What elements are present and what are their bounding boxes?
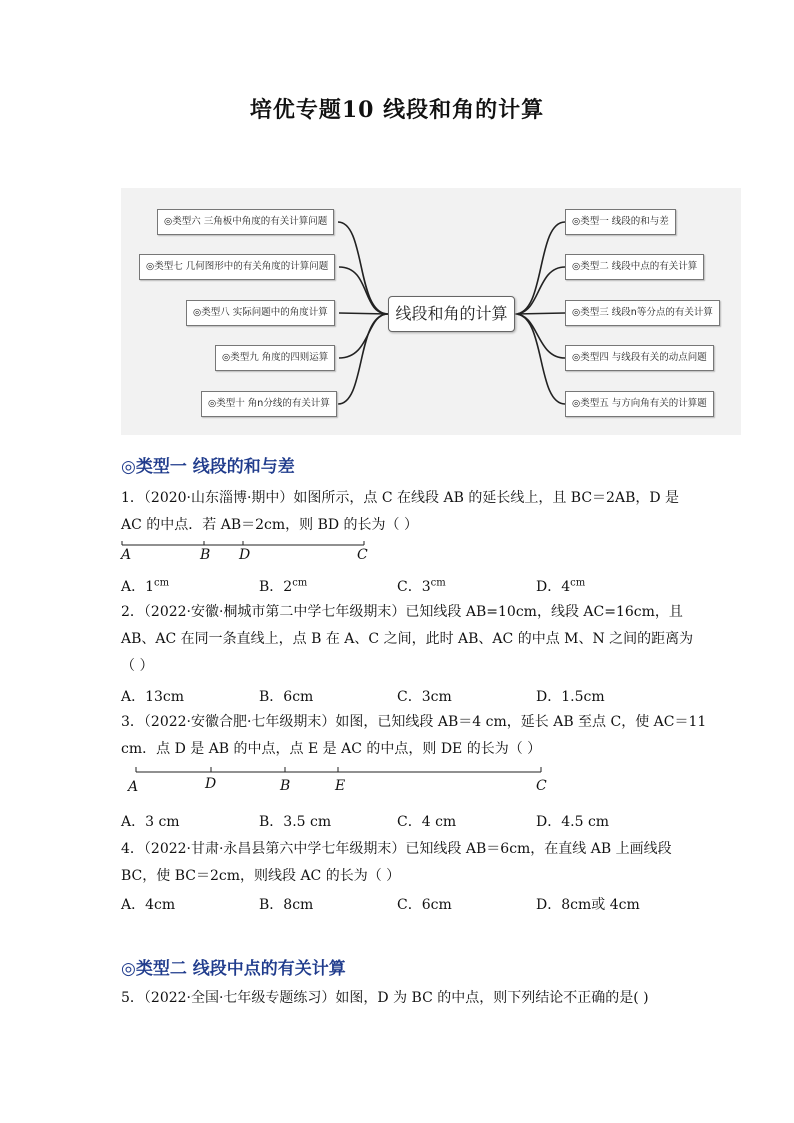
q4-option-d[interactable]: D．8cm或 4cm bbox=[536, 897, 640, 913]
mindmap-node-type9: ◎类型九 角度的四则运算 bbox=[215, 345, 335, 371]
mind-map bbox=[121, 188, 741, 435]
q3-point-a: A bbox=[128, 779, 139, 795]
q2-option-b[interactable]: B．6cm bbox=[259, 689, 314, 705]
mindmap-node-type1: ◎类型一 线段的和与差 bbox=[565, 209, 676, 235]
q1-option-b-unit: cm bbox=[292, 577, 308, 589]
q2-option-c[interactable]: C．3cm bbox=[397, 689, 452, 705]
mindmap-node-type8: ◎类型八 实际问题中的角度计算 bbox=[186, 300, 335, 326]
q3-option-c[interactable]: C．4 cm bbox=[397, 814, 457, 830]
q1-point-c: C bbox=[357, 547, 368, 563]
question-2-line-2: AB、AC 在同一条直线上，点 B 在 A、C 之间，此时 AB、AC 的中点 M、N 之间的距离为 bbox=[121, 631, 694, 647]
q4-option-c[interactable]: C．6cm bbox=[397, 897, 452, 913]
q1-option-a[interactable] bbox=[121, 576, 169, 596]
question-2-line-3: （ ） bbox=[121, 658, 154, 674]
question-5-line-1: 5．（2022·全国·七年级专题练习）如图，D 为 BC 的中点，则下列结论不正确的是( ) bbox=[121, 990, 649, 1006]
q1-point-d: D bbox=[239, 547, 251, 563]
question-4-line-1: 4．（2022·甘肃·永昌县第六中学七年级期末）已知线段 AB＝6cm，在直线 AB 上画线段 bbox=[121, 841, 672, 857]
mindmap-node-type5: ◎类型五 与方向角有关的计算题 bbox=[565, 391, 714, 417]
q1-option-d-text: D．4 bbox=[536, 579, 571, 595]
mindmap-node-type6: ◎类型六 三角板中角度的有关计算问题 bbox=[157, 209, 334, 235]
question-3-line-2: cm．点 D 是 AB 的中点，点 E 是 AC 的中点，则 DE 的长为（ ） bbox=[121, 741, 542, 757]
page-title: 培优专题10 线段和角的计算 bbox=[249, 97, 545, 123]
q3-point-c: C bbox=[536, 778, 547, 794]
question-1-line-2: AC 的中点．若 AB＝2cm，则 BD 的长为（ ） bbox=[121, 517, 419, 533]
mindmap-node-type3: ◎类型三 线段n等分点的有关计算 bbox=[565, 300, 720, 326]
q4-option-b[interactable]: B．8cm bbox=[259, 897, 314, 913]
q3-point-e: E bbox=[335, 778, 346, 794]
q1-option-c[interactable] bbox=[397, 576, 446, 596]
q1-point-a: A bbox=[121, 547, 132, 563]
q2-option-a[interactable]: A．13cm bbox=[121, 689, 185, 705]
question-1-line-1: 1．（2020·山东淄博·期中）如图所示，点 C 在线段 AB 的延长线上，且 BC＝2AB，D 是 bbox=[121, 490, 680, 506]
q4-option-a[interactable]: A．4cm bbox=[121, 897, 176, 913]
q3-option-b[interactable]: B．3.5 cm bbox=[259, 814, 332, 830]
q1-option-a-text: A．1 bbox=[121, 579, 155, 595]
mindmap-node-type4: ◎类型四 与线段有关的动点问题 bbox=[565, 345, 714, 371]
q1-option-d-unit: cm bbox=[570, 577, 586, 589]
question-3-line-1: 3．（2022·安徽合肥·七年级期末）如图，已知线段 AB＝4 cm，延长 AB 至点 C，使 AC＝11 bbox=[121, 714, 707, 730]
q3-point-d: D bbox=[205, 776, 217, 792]
q1-option-c-text: C．3 bbox=[397, 579, 431, 595]
q1-option-b[interactable] bbox=[259, 576, 307, 596]
mindmap-node-type2: ◎类型二 线段中点的有关计算 bbox=[565, 254, 704, 280]
mindmap-center: 线段和角的计算 bbox=[388, 296, 515, 332]
question-4-line-2: BC，使 BC＝2cm，则线段 AC 的长为（ ） bbox=[121, 868, 401, 884]
q1-option-c-unit: cm bbox=[430, 577, 446, 589]
section-heading-type1: ◎类型一 线段的和与差 bbox=[121, 457, 295, 477]
mindmap-node-type7: ◎类型七 几何图形中的有关角度的计算问题 bbox=[139, 254, 335, 280]
mindmap-node-type10: ◎类型十 角n分线的有关计算 bbox=[201, 391, 337, 417]
q1-point-b: B bbox=[200, 547, 211, 563]
section-heading-type2: ◎类型二 线段中点的有关计算 bbox=[121, 959, 346, 979]
q1-option-d[interactable] bbox=[536, 576, 585, 596]
q3-option-d[interactable]: D．4.5 cm bbox=[536, 814, 610, 830]
q2-option-d[interactable]: D．1.5cm bbox=[536, 689, 605, 705]
question-2-line-1: 2．（2022·安徽·桐城市第二中学七年级期末）已知线段 AB=10cm，线段 AC=16cm，且 bbox=[121, 604, 683, 620]
q3-point-b: B bbox=[280, 778, 291, 794]
q1-option-a-unit: cm bbox=[154, 577, 170, 589]
q1-option-b-text: B．2 bbox=[259, 579, 293, 595]
q3-option-a[interactable]: A．3 cm bbox=[121, 814, 180, 830]
